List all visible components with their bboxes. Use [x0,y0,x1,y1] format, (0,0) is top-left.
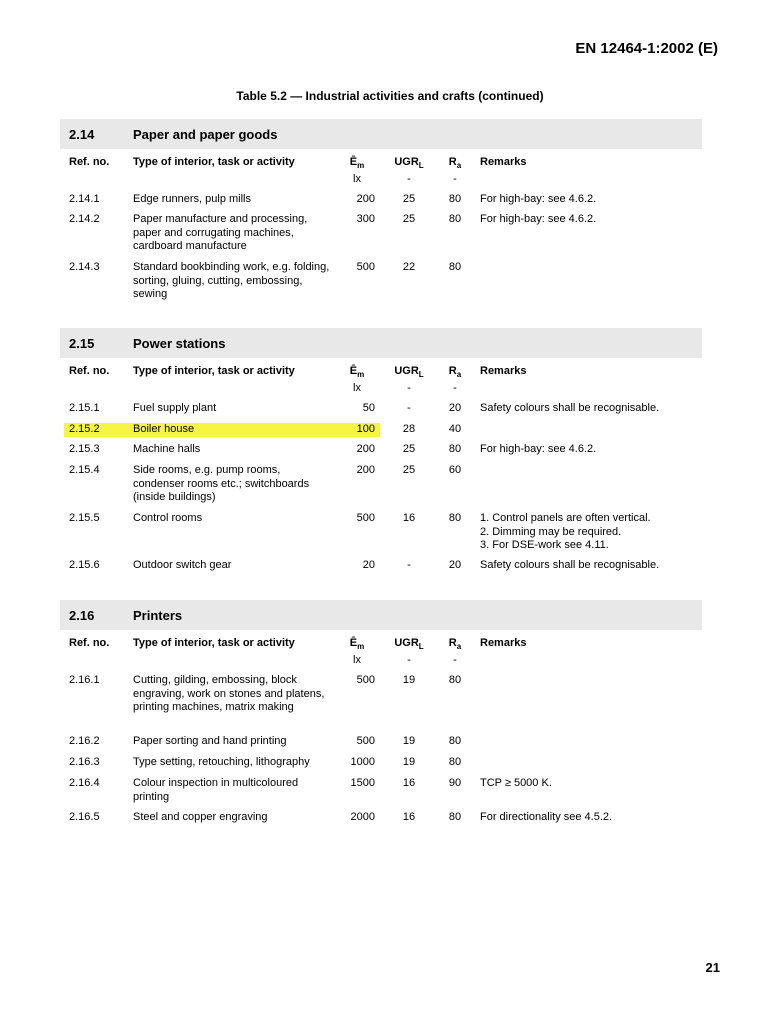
page-number: 21 [705,960,720,975]
row-ra: 80 [448,756,462,768]
remark-line: 1. Control panels are often vertical. [480,512,651,524]
row-ref: 2.14.2 [69,213,100,225]
row-em: 200 [356,193,375,205]
row-em: 500 [356,261,375,273]
table-title: Table 5.2 — Industrial activities and crafts (continued) [236,89,544,103]
row-type: Side rooms, e.g. pump rooms, condenser rooms etc.; switchboards (inside buildings) [133,464,310,503]
row-ugr: - [407,559,411,571]
row-type: Fuel supply plant [133,402,217,414]
row-em: 1500 [350,777,375,789]
col-remarks-header: Remarks [480,365,527,377]
col-type-header: Type of interior, task or activity [133,156,295,168]
col-ugr-unit: - [407,172,411,185]
section-title: Printers [133,608,183,623]
row-remarks: For high-bay: see 4.6.2. [480,213,597,225]
col-em-header: $Ē_m$ lx [343,365,371,395]
row-ra: 80 [448,193,462,205]
row-ugr: - [407,402,411,414]
row-ugr: 22 [402,261,416,273]
row-em: 300 [356,213,375,225]
row-em: 500 [356,674,375,686]
col-ref-header: Ref. no. [69,156,110,168]
row-type: Type setting, retouching, lithography [133,756,310,768]
remark-line: 2. Dimming may be required. [480,525,622,538]
row-em: 20 [362,559,375,571]
row-em: 1000 [350,756,375,768]
col-em-unit: lx [353,381,361,394]
row-ref: 2.15.4 [69,464,100,476]
row-em: 50 [362,402,375,414]
row-ugr: 16 [402,777,416,789]
row-type: Steel and copper engraving [133,811,268,823]
col-remarks-header: Remarks [480,156,527,168]
section-header [60,600,702,630]
section-2-15 [60,328,702,571]
row-ra: 80 [448,213,462,225]
row-ref: 2.16.1 [69,674,100,686]
section-header [60,119,702,149]
row-type: Machine halls [133,443,201,455]
row-ref: 2.15.3 [69,443,100,455]
row-type: Control rooms [133,512,203,524]
row-ugr: 19 [402,674,416,686]
section-title: Power stations [133,336,226,351]
row-ra: 60 [448,464,462,476]
row-ugr: 19 [402,735,416,747]
row-ra: 80 [448,735,462,747]
section-header [60,328,702,358]
section-2-16 [60,600,702,823]
row-em: 100 [356,423,375,435]
row-ref: 2.16.3 [69,756,100,768]
row-ra: 80 [448,261,462,273]
row-type: Colour inspection in multicoloured printing [133,777,299,803]
row-ref: 2.16.4 [69,777,100,789]
row-ugr: 25 [402,443,416,455]
col-ra-unit: - [453,172,457,185]
col-em-header: $Ē_m$ lx [343,156,371,186]
row-ra: 80 [448,512,462,524]
col-ugr-header: $UGR_L$ - [390,637,428,667]
row-ref: 2.16.2 [69,735,100,747]
section-number: 2.14 [69,127,95,142]
row-ref: 2.15.2 [69,423,100,435]
row-ra: 90 [448,777,462,789]
row-remarks [480,512,700,553]
row-ugr: 25 [402,213,416,225]
row-ugr: 28 [402,423,416,435]
row-remarks: For high-bay: see 4.6.2. [480,443,597,455]
col-type-header: Type of interior, task or activity [133,637,295,649]
row-ra: 40 [448,423,462,435]
col-type-header: Type of interior, task or activity [133,365,295,377]
row-ra: 80 [448,674,462,686]
row-remarks: For high-bay: see 4.6.2. [480,193,597,205]
col-em-header: $Ē_m$ lx [343,637,371,667]
row-ra: 80 [448,811,462,823]
col-ra-header: $R_a$ - [440,637,470,667]
row-ugr: 25 [402,464,416,476]
document-id: EN 12464-1:2002 (E) [575,40,718,57]
col-ra-unit: - [453,381,457,394]
row-ref: 2.15.1 [69,402,100,414]
row-em: 500 [356,735,375,747]
row-remarks: TCP ≥ 5000 K. [480,777,552,789]
col-ra-header: $R_a$ - [440,156,470,186]
row-type: Cutting, gilding, embossing, block engraving, work on stones and platens, printing machines, matrix making [133,674,325,713]
row-type: Outdoor switch gear [133,559,232,571]
row-ugr: 16 [402,512,416,524]
row-remarks: For directionality see 4.5.2. [480,811,613,823]
row-remarks: Safety colours shall be recognisable. [480,559,660,571]
col-ugr-header: $UGR_L$ - [390,156,428,186]
row-ref: 2.16.5 [69,811,100,823]
row-type: Paper sorting and hand printing [133,735,287,747]
row-em: 200 [356,443,375,455]
row-ugr: 19 [402,756,416,768]
col-ugr-unit: - [407,381,411,394]
col-ra-header: $R_a$ - [440,365,470,395]
col-em-unit: lx [353,172,361,185]
section-number: 2.15 [69,336,95,351]
col-em-unit: lx [353,653,361,666]
col-ref-header: Ref. no. [69,637,110,649]
row-ref: 2.14.3 [69,261,100,273]
col-ref-header: Ref. no. [69,365,110,377]
row-ra: 20 [448,402,462,414]
col-ugr-header: $UGR_L$ - [390,365,428,395]
row-ugr: 16 [402,811,416,823]
row-type: Edge runners, pulp mills [133,193,252,205]
row-ra: 80 [448,443,462,455]
row-ra: 20 [448,559,462,571]
row-type: Paper manufacture and processing, paper and corrugating machines, cardboard manufacture [133,213,308,252]
row-ref: 2.15.6 [69,559,100,571]
col-remarks-header: Remarks [480,637,527,649]
row-em: 500 [356,512,375,524]
row-ref: 2.15.5 [69,512,100,524]
row-remarks: Safety colours shall be recognisable. [480,402,660,414]
section-2-14 [60,119,702,300]
row-ref: 2.14.1 [69,193,100,205]
col-ra-unit: - [453,653,457,666]
row-type: Standard bookbinding work, e.g. folding, sorting, gluing, cutting, embossing, sewing [133,261,330,300]
row-em: 2000 [350,811,375,823]
row-em: 200 [356,464,375,476]
section-title: Paper and paper goods [133,127,278,142]
row-type: Boiler house [133,423,195,435]
remark-line: 3. For DSE-work see 4.11. [480,539,609,551]
row-ugr: 25 [402,193,416,205]
col-ugr-unit: - [407,653,411,666]
section-number: 2.16 [69,608,95,623]
